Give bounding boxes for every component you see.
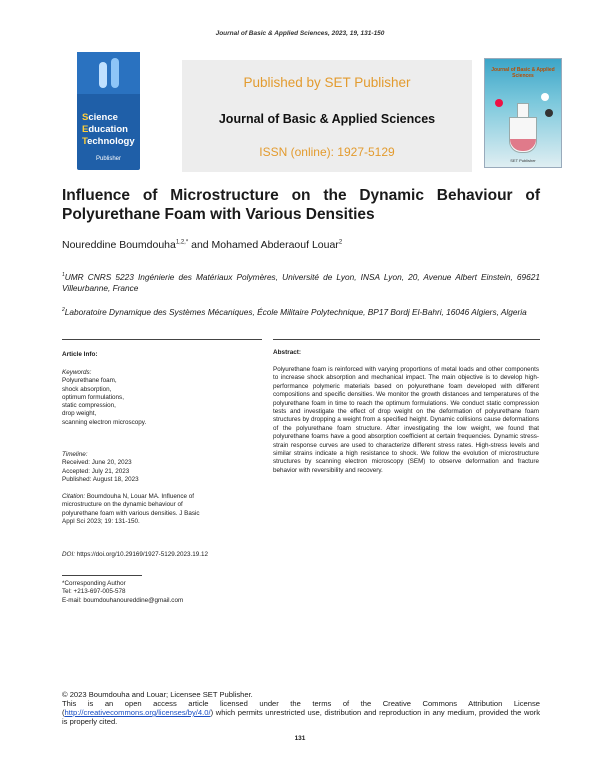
abstract-heading: Abstract: <box>273 349 302 356</box>
received-date: Received: June 20, 2023 <box>62 459 132 467</box>
citation-text: Boumdouha N, Louar MA. Influence of microstructure on the dynamic behaviour of polyurethane foam with various densities. J Basic Appl Sci 2023; 19: 131-150. <box>62 493 200 525</box>
molecule-icon <box>495 99 503 107</box>
published-by: Published by SET Publisher <box>243 75 411 90</box>
abstract-rule <box>273 339 540 340</box>
accepted-date: Accepted: July 21, 2023 <box>62 467 130 475</box>
keyword: Polyurethane foam, <box>62 377 117 385</box>
keyword: shock absorption, <box>62 385 112 393</box>
molecule-icon <box>545 109 553 117</box>
article-info-heading: Article Info: <box>62 351 98 358</box>
author-1: Noureddine Boumdouha <box>62 239 176 251</box>
doi-block <box>62 551 262 559</box>
logo-words <box>82 112 135 148</box>
doi-label: DOI: <box>62 551 75 558</box>
publisher-logo <box>77 52 140 170</box>
affiliation-2-text: Laboratoire Dynamique des Systèmes Mécaniques, École Militaire Polytechnique, BP17 Bordj El-Bahri, 16046 Algiers, Algeria <box>64 306 527 317</box>
citation-block <box>62 493 208 526</box>
authors <box>62 239 342 251</box>
doi-link[interactable]: https://doi.org/10.29169/1927-5129.2023.19.12 <box>76 551 208 558</box>
logo-word2: ducation <box>88 124 128 135</box>
logo-word3-cap: T <box>82 136 88 147</box>
author-1-sup: 1,2,* <box>175 239 189 246</box>
issn: ISSN (online): 1927-5129 <box>259 145 395 159</box>
logo-word3: echnology <box>87 136 135 147</box>
keyword: scanning electron microscopy. <box>62 418 147 426</box>
cover-title: Journal of Basic & Applied Sciences <box>491 67 555 79</box>
affiliation-1 <box>62 270 540 294</box>
molecule-icon <box>541 93 549 101</box>
article-info-rule <box>62 339 262 340</box>
citation-label: Citation: <box>62 493 86 500</box>
affiliation-1-sup: 1 <box>62 272 65 278</box>
keywords-block <box>62 369 252 427</box>
keyword: drop weight, <box>62 410 97 418</box>
license-text <box>62 699 540 726</box>
license-block <box>62 690 540 726</box>
logo-word1: cience <box>88 112 118 123</box>
timeline-label: Timeline: <box>62 451 88 458</box>
affiliation-2 <box>62 305 540 318</box>
journal-cover <box>484 58 562 168</box>
logo-publisher: Publisher <box>95 156 121 162</box>
corresponding-footnote <box>62 580 282 605</box>
keywords-label: Keywords: <box>62 369 92 376</box>
abstract-text: Polyurethane foam is reinforced with varying proportions of metal loads and other components to increase shock absorption and mechanical impact. The main objective is to develop high-performance polymeric materials based on polyurethane foam developed with different compositions and specific densities. We monitor the growth distances and temperatures of the polyurethane foam in time to reach the optimum formulations. We conduct static compression tests and investigate the effect of drop weight on the deformation of polyurethane foam structures by dropping a weight from a specified height. Dynamic collisions cause deformations of the polyurethane foam structure. After investigating the low weight, we found that polyurethane foams have a good absorption coefficient at certain frequencies. Dynamic stress-strain response curves are used to characterize different stress rates. High-stress levels and similar strains indicate a high resistance to shock. We follow the evolution of microstructure structures by scanning electron microscopy (SEM) to observe deformation and fracture behavior with reversibility and recovery. <box>273 366 539 474</box>
cover-footer: SET Publisher <box>510 158 536 163</box>
license-text-1: This is an open access article licensed under the terms of the Creative Commons Attribution License ( <box>62 699 540 717</box>
license-link[interactable]: http://creativecommons.org/licenses/by/4.0/ <box>64 708 211 717</box>
affiliation-2-sup: 2 <box>62 307 65 313</box>
author-2: Mohamed Abderaouf Louar <box>211 239 339 251</box>
logo-pill-icon-2 <box>111 58 119 88</box>
logo-pill-icon <box>99 62 107 88</box>
author-and: and <box>188 239 212 251</box>
footnote-rule <box>62 575 142 576</box>
affiliation-1-text: UMR CNRS 5223 Ingénierie des Matériaux Polymères, Université de Lyon, INSA Lyon, 20, Avenue Albert Einstein, 69621 Villeurbanne, France <box>62 271 540 293</box>
corresponding-author: *Corresponding Author <box>62 580 126 587</box>
page-number: 131 <box>294 735 306 742</box>
author-2-sup: 2 <box>338 239 343 246</box>
keyword: static compression, <box>62 402 116 410</box>
published-date: Published: August 18, 2023 <box>62 475 139 483</box>
timeline-block <box>62 451 252 484</box>
logo-band <box>77 52 140 94</box>
copyright-line: © 2023 Boumdouha and Louar; Licensee SET Publisher. <box>62 690 253 699</box>
license-text-2: ) which permits unrestricted use, distribution and reproduction in any medium, provided the work is properly cited. <box>62 708 540 726</box>
logo-word1-cap: S <box>82 112 89 123</box>
corresponding-email[interactable]: E-mail: boumdouhanoureddine@gmail.com <box>62 596 184 604</box>
corresponding-tel: Tel: +213-697-005-578 <box>62 588 126 596</box>
running-head: Journal of Basic & Applied Sciences, 2023, 19, 131-150 <box>215 30 385 37</box>
keyword: optimum formulations, <box>62 393 124 401</box>
journal-name: Journal of Basic & Applied Sciences <box>218 112 436 126</box>
logo-word2-cap: E <box>82 124 89 135</box>
article-title: Influence of Microstructure on the Dynamic Behaviour of Polyurethane Foam with Various Densities <box>62 187 540 223</box>
